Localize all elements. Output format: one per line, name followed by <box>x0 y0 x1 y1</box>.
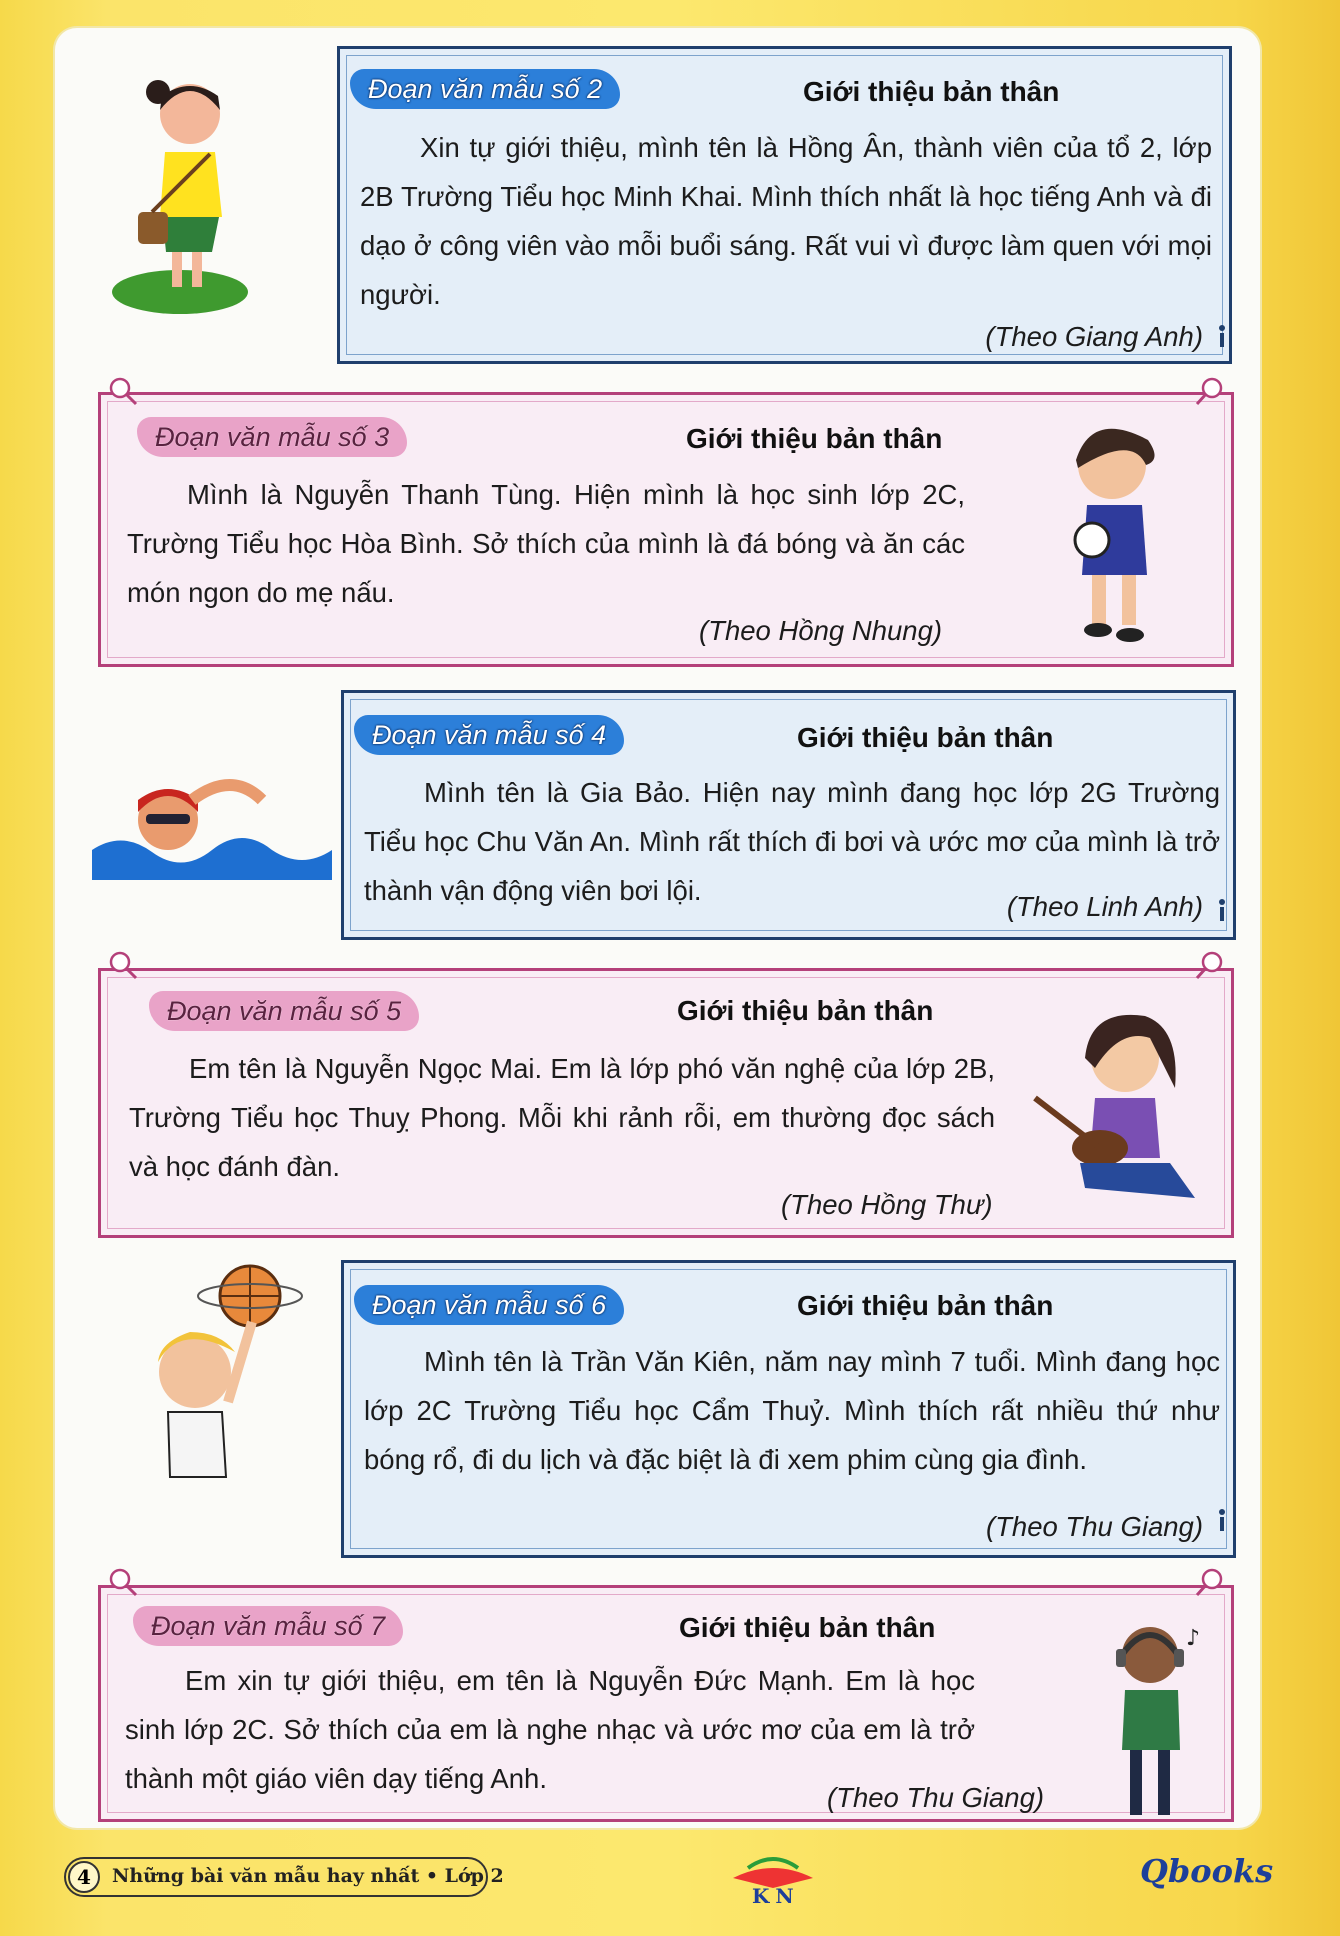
card-source: (Theo Hồng Thư) <box>781 1189 993 1220</box>
pushpin-icon <box>1194 948 1228 982</box>
card-source: (Theo Linh Anh) <box>1006 891 1203 922</box>
card-paragraph: Mình tên là Trần Văn Kiên, năm nay mình 7 tuổi. Mình đang học lớp 2C Trường Tiểu học Cẩm Thuỷ. Mình thích rất nhiều thứ như bóng rổ, đi du lịch và đặc biệt là đi xem phim cùng gia đình. <box>364 1346 1220 1475</box>
sample-card-4 <box>341 690 1236 940</box>
publisher-logo-center <box>728 1848 818 1908</box>
card-source: (Theo Thu Giang) <box>985 1511 1203 1542</box>
publisher-logo-right: Qbooks <box>1140 1852 1274 1890</box>
card-title: Giới thiệu bản thân <box>797 722 1054 753</box>
card-title: Giới thiệu bản thân <box>797 1290 1054 1321</box>
boy-basketball-illustration <box>140 1262 310 1492</box>
book-title: Những bài văn mẫu hay nhất • Lớp 2 <box>112 1865 504 1887</box>
sample-badge: Đoạn văn mẫu số 6 <box>354 1285 624 1325</box>
sample-badge: Đoạn văn mẫu số 5 <box>149 991 419 1031</box>
pushpin-icon <box>1194 374 1228 408</box>
sample-badge: Đoạn văn mẫu số 4 <box>354 715 624 755</box>
card-paragraph: Em tên là Nguyễn Ngọc Mai. Em là lớp phó văn nghệ của lớp 2B, Trường Tiểu học Thuỵ Phong. Mỗi khi rảnh rỗi, em thường đọc sách và học đánh đàn. <box>129 1053 995 1182</box>
sample-badge: Đoạn văn mẫu số 3 <box>137 417 407 457</box>
sample-card-7 <box>98 1585 1234 1822</box>
page-number: 4 <box>68 1861 100 1893</box>
sample-card-2 <box>337 46 1232 364</box>
card-paragraph: Em xin tự giới thiệu, em tên là Nguyễn Đức Mạnh. Em là học sinh lớp 2C. Sở thích của em là nghe nhạc và ước mơ của em là trở thành một giáo viên dạy tiếng Anh. <box>125 1665 975 1794</box>
boy-football-illustration <box>1052 410 1172 650</box>
card-title: Giới thiệu bản thân <box>679 1612 936 1643</box>
boy-headphones-illustration <box>1100 1615 1210 1825</box>
footer-book-label <box>64 1857 504 1897</box>
pushpin-icon <box>106 1565 140 1599</box>
girl-guitar-illustration <box>1030 998 1205 1208</box>
page-curl-icon <box>1214 898 1230 922</box>
card-source: (Theo Thu Giang) <box>827 1782 1045 1813</box>
card-paragraph: Mình là Nguyễn Thanh Tùng. Hiện mình là học sinh lớp 2C, Trường Tiểu học Hòa Bình. Sở thích của mình là đá bóng và ăn các món ngon do mẹ nấu. <box>127 479 965 608</box>
sample-badge: Đoạn văn mẫu số 7 <box>133 1606 403 1646</box>
card-title: Giới thiệu bản thân <box>686 423 943 454</box>
sample-badge: Đoạn văn mẫu số 2 <box>350 69 620 109</box>
svg-text:♪: ♪ <box>1186 1626 1201 1651</box>
logo-text: KN <box>752 1884 800 1908</box>
pushpin-icon <box>106 374 140 408</box>
page-curl-icon <box>1214 324 1230 348</box>
pushpin-icon <box>106 948 140 982</box>
pushpin-icon <box>1194 1565 1228 1599</box>
card-title: Giới thiệu bản thân <box>677 995 934 1026</box>
card-paragraph: Mình tên là Gia Bảo. Hiện nay mình đang học lớp 2G Trường Tiểu học Chu Văn An. Mình rất thích đi bơi và ước mơ của mình là trở thành vận động viên bơi lội. <box>364 777 1220 906</box>
girl-walking-illustration <box>100 62 270 332</box>
sample-card-6 <box>341 1260 1236 1558</box>
card-title: Giới thiệu bản thân <box>803 76 1060 107</box>
page-curl-icon <box>1214 1508 1230 1532</box>
card-source: (Theo Giang Anh) <box>985 321 1203 352</box>
card-source: (Theo Hồng Nhung) <box>699 615 943 646</box>
swimmer-illustration <box>92 770 332 890</box>
card-paragraph: Xin tự giới thiệu, mình tên là Hồng Ân, thành viên của tổ 2, lớp 2B Trường Tiểu học Minh Khai. Mình thích nhất là học tiếng Anh và đi dạo ở công viên vào mỗi buổi sáng. Rất vui vì được làm quen với mọi người. <box>360 132 1212 310</box>
